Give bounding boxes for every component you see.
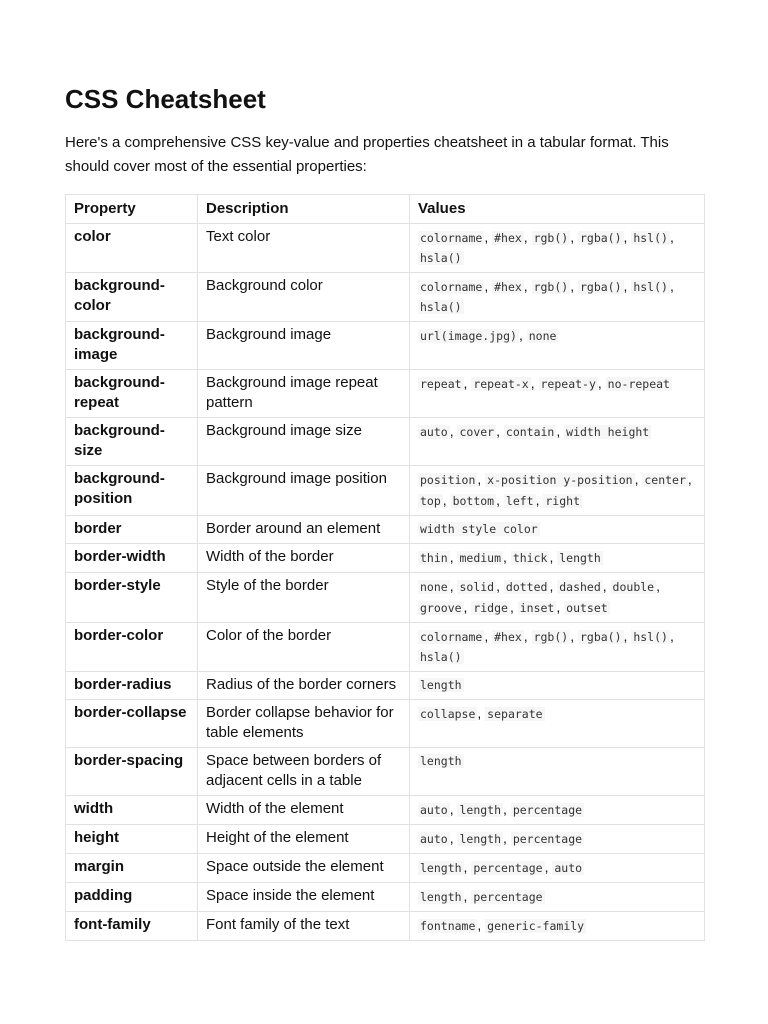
value-separator: ,	[496, 492, 504, 508]
description-cell: Background image	[198, 322, 410, 370]
value-code: length	[559, 551, 601, 565]
value-code: double	[612, 580, 655, 594]
value-separator: ,	[484, 278, 493, 294]
value-code: contain	[505, 425, 555, 439]
value-code: none	[420, 580, 448, 594]
value-code: rgb()	[533, 630, 569, 644]
value-separator: ,	[449, 578, 458, 594]
value-code: length	[420, 678, 462, 692]
table-row	[66, 224, 705, 273]
value-code: dashed	[559, 580, 601, 594]
value-separator: ,	[570, 229, 578, 245]
description-cell: Color of the border	[198, 623, 410, 672]
value-code: percentage	[512, 832, 583, 846]
property-cell: background-size	[66, 418, 198, 466]
value-code: length	[420, 890, 462, 904]
value-code: groove	[420, 601, 462, 615]
value-code: auto	[420, 832, 448, 846]
value-separator: ,	[518, 327, 527, 343]
values-cell	[410, 912, 705, 941]
values-cell	[410, 796, 705, 825]
value-code: solid	[459, 580, 495, 594]
column-header-property: Property	[66, 195, 198, 224]
value-separator: ,	[549, 549, 558, 565]
value-code: hsl()	[633, 630, 668, 644]
value-code: percentage	[512, 803, 583, 817]
values-cell	[410, 854, 705, 883]
value-code: colorname	[420, 630, 483, 644]
property-cell: border-width	[66, 544, 198, 573]
value-code: ridge	[473, 601, 508, 615]
values-cell	[410, 322, 705, 370]
value-code: outset	[566, 601, 608, 615]
table-row	[66, 623, 705, 672]
property-cell: font-family	[66, 912, 198, 941]
value-code: length	[420, 754, 462, 768]
table-row	[66, 516, 705, 544]
value-separator: ,	[549, 578, 558, 594]
value-code: rgba()	[579, 280, 622, 294]
description-cell: Border around an element	[198, 516, 410, 544]
table-row	[66, 796, 705, 825]
value-code: thick	[512, 551, 548, 565]
value-separator: ,	[669, 628, 674, 644]
description-cell: Background image size	[198, 418, 410, 466]
values-cell	[410, 224, 705, 273]
values-cell	[410, 370, 705, 418]
property-cell: background-position	[66, 466, 198, 516]
values-cell	[410, 825, 705, 854]
value-code: url(image.jpg)	[420, 329, 517, 343]
value-code: hsla()	[420, 300, 462, 314]
description-cell: Space outside the element	[198, 854, 410, 883]
values-cell	[410, 573, 705, 623]
value-code: left	[505, 494, 534, 508]
values-cell	[410, 748, 705, 796]
value-code: top	[420, 494, 441, 508]
value-code: collapse	[420, 707, 476, 721]
description-cell: Space between borders of adjacent cells in a table	[198, 748, 410, 796]
values-cell	[410, 466, 705, 516]
table-row	[66, 748, 705, 796]
value-code: length	[459, 803, 502, 817]
value-separator: ,	[463, 375, 472, 391]
table-row	[66, 370, 705, 418]
value-separator: ,	[477, 471, 486, 487]
value-code: colorname	[420, 280, 483, 294]
values-cell	[410, 623, 705, 672]
value-separator: ,	[656, 578, 660, 594]
value-code: percentage	[473, 890, 543, 904]
value-code: inset	[519, 601, 555, 615]
intro-paragraph: Here's a comprehensive CSS key-value and properties cheatsheet in a tabular format. This should cover most of the essential properties:	[65, 134, 669, 175]
value-code: colorname	[420, 231, 483, 245]
value-separator: ,	[623, 278, 632, 294]
value-code: #hex	[494, 630, 522, 644]
table-row	[66, 273, 705, 322]
value-separator: ,	[463, 888, 472, 904]
value-code: cover	[459, 425, 495, 439]
description-cell: Background image repeat pattern	[198, 370, 410, 418]
value-separator: ,	[442, 492, 451, 508]
property-cell: padding	[66, 883, 198, 912]
table-row	[66, 883, 705, 912]
description-cell: Text color	[198, 224, 410, 273]
value-separator: ,	[503, 830, 511, 846]
value-code: percentage	[473, 861, 543, 875]
values-cell	[410, 672, 705, 700]
property-cell: margin	[66, 854, 198, 883]
property-cell: border	[66, 516, 198, 544]
property-cell: border-color	[66, 623, 198, 672]
value-code: length	[459, 832, 502, 846]
table-row	[66, 912, 705, 941]
value-code: auto	[554, 861, 583, 875]
table-row	[66, 573, 705, 623]
property-cell: border-style	[66, 573, 198, 623]
table-body	[66, 224, 705, 941]
table-row	[66, 418, 705, 466]
property-cell: background-repeat	[66, 370, 198, 418]
property-cell: border-collapse	[66, 700, 198, 748]
table-row	[66, 854, 705, 883]
property-cell: color	[66, 224, 198, 273]
table-row	[66, 672, 705, 700]
value-separator: ,	[669, 278, 674, 294]
value-separator: ,	[496, 423, 504, 439]
table-row	[66, 544, 705, 573]
value-code: dotted	[505, 580, 548, 594]
value-code: bottom	[452, 494, 495, 508]
value-separator: ,	[449, 801, 458, 817]
value-code: width height	[566, 425, 650, 439]
value-separator: ,	[634, 471, 643, 487]
value-separator: ,	[535, 492, 544, 508]
value-code: length	[420, 861, 462, 875]
value-code: repeat-x	[473, 377, 529, 391]
value-separator: ,	[687, 471, 692, 487]
value-separator: ,	[556, 423, 565, 439]
value-code: x-position y-position	[487, 473, 633, 487]
description-cell: Height of the element	[198, 825, 410, 854]
column-header-values: Values	[410, 195, 705, 224]
value-code: hsl()	[633, 231, 668, 245]
value-code: rgba()	[579, 630, 622, 644]
values-cell	[410, 544, 705, 573]
value-separator: ,	[602, 578, 611, 594]
value-code: center	[644, 473, 686, 487]
value-code: repeat-y	[540, 377, 596, 391]
description-cell: Radius of the border corners	[198, 672, 410, 700]
value-separator: ,	[570, 628, 578, 644]
value-separator: ,	[484, 229, 493, 245]
values-cell	[410, 516, 705, 544]
value-separator: ,	[523, 628, 532, 644]
value-separator: ,	[523, 229, 532, 245]
page-title: CSS Cheatsheet	[65, 84, 266, 114]
description-cell: Background color	[198, 273, 410, 322]
column-header-description: Description	[198, 195, 410, 224]
description-cell: Width of the element	[198, 796, 410, 825]
value-code: rgb()	[533, 231, 569, 245]
value-separator: ,	[463, 859, 472, 875]
value-code: repeat	[420, 377, 462, 391]
value-separator: ,	[544, 859, 553, 875]
property-cell: border-spacing	[66, 748, 198, 796]
property-cell: height	[66, 825, 198, 854]
value-code: medium	[459, 551, 502, 565]
value-separator: ,	[530, 375, 539, 391]
value-code: position	[420, 473, 476, 487]
cheatsheet-table	[65, 194, 705, 941]
property-cell: border-radius	[66, 672, 198, 700]
value-separator: ,	[484, 628, 493, 644]
value-separator: ,	[449, 549, 458, 565]
table-row	[66, 322, 705, 370]
value-code: generic-family	[487, 919, 585, 933]
description-cell: Space inside the element	[198, 883, 410, 912]
value-code: #hex	[494, 280, 522, 294]
description-cell: Style of the border	[198, 573, 410, 623]
values-cell	[410, 883, 705, 912]
value-separator: ,	[449, 830, 458, 846]
value-separator: ,	[623, 229, 632, 245]
value-code: auto	[420, 425, 448, 439]
value-code: width style color	[420, 522, 538, 536]
value-separator: ,	[669, 229, 674, 245]
table-header-row	[66, 195, 705, 224]
table-row	[66, 825, 705, 854]
description-cell: Font family of the text	[198, 912, 410, 941]
value-separator: ,	[449, 423, 458, 439]
value-code: thin	[420, 551, 448, 565]
value-code: separate	[487, 707, 543, 721]
values-cell	[410, 273, 705, 322]
value-separator: ,	[523, 278, 532, 294]
value-code: hsla()	[420, 251, 462, 265]
value-code: fontname	[420, 919, 476, 933]
property-cell: background-color	[66, 273, 198, 322]
values-cell	[410, 418, 705, 466]
value-separator: ,	[570, 278, 578, 294]
description-cell: Background image position	[198, 466, 410, 516]
value-code: hsla()	[420, 650, 462, 664]
value-code: no-repeat	[607, 377, 670, 391]
property-cell: width	[66, 796, 198, 825]
value-code: right	[545, 494, 580, 508]
table-row	[66, 466, 705, 516]
value-code: rgba()	[579, 231, 622, 245]
value-separator: ,	[623, 628, 632, 644]
value-code: #hex	[494, 231, 522, 245]
value-code: rgb()	[533, 280, 569, 294]
value-code: auto	[420, 803, 448, 817]
value-separator: ,	[503, 549, 511, 565]
property-cell: background-image	[66, 322, 198, 370]
value-code: none	[528, 329, 557, 343]
value-separator: ,	[477, 917, 486, 933]
value-separator: ,	[477, 705, 486, 721]
description-cell: Border collapse behavior for table elements	[198, 700, 410, 748]
value-separator: ,	[597, 375, 606, 391]
table-row	[66, 700, 705, 748]
value-code: hsl()	[633, 280, 668, 294]
value-separator: ,	[496, 578, 504, 594]
value-separator: ,	[503, 801, 511, 817]
value-separator: ,	[463, 599, 472, 615]
values-cell	[410, 700, 705, 748]
value-separator: ,	[509, 599, 518, 615]
value-separator: ,	[556, 599, 565, 615]
description-cell: Width of the border	[198, 544, 410, 573]
